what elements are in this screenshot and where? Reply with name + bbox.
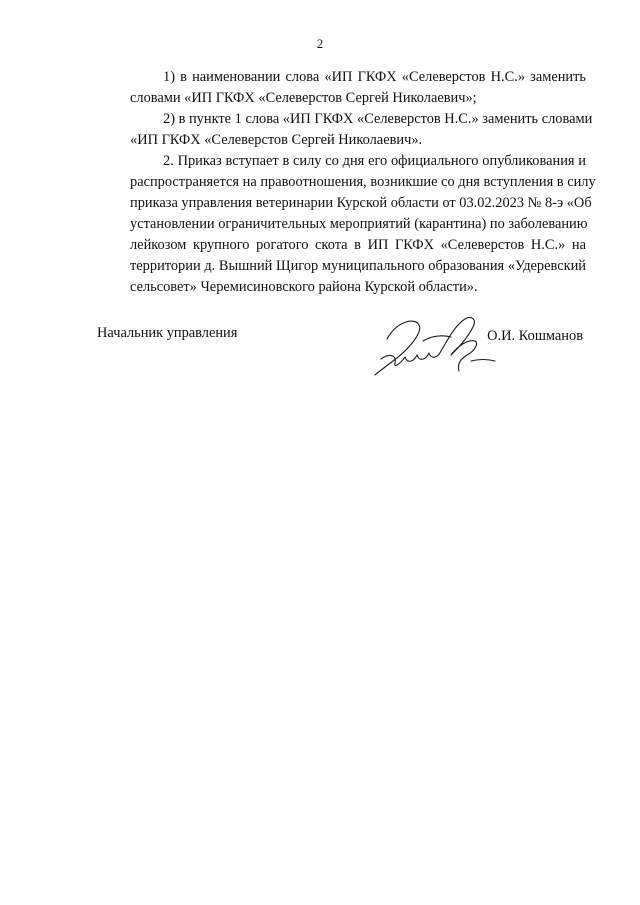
paragraph-line: территории д. Вышний Щигор муниципального образования «Удеревский xyxy=(130,258,586,274)
paragraph-line: лейкозом крупного рогатого скота в ИП ГКФХ «Селеверстов Н.С.» на xyxy=(130,237,586,253)
paragraph-line: 2) в пункте 1 слова «ИП ГКФХ «Селеверстов Н.С.» заменить словами xyxy=(163,111,593,127)
paragraph-line: 1) в наименовании слова «ИП ГКФХ «Селеверстов Н.С.» заменить xyxy=(163,69,586,85)
paragraph-line: сельсовет» Черемисиновского района Курской области». xyxy=(130,279,478,295)
paragraph-line: словами «ИП ГКФХ «Селеверстов Сергей Николаевич»; xyxy=(130,90,477,106)
paragraph-line: 2. Приказ вступает в силу со дня его официального опубликования и xyxy=(163,153,586,169)
document-body xyxy=(97,67,596,298)
paragraph-line: приказа управления ветеринарии Курской области от 03.02.2023 № 8-э «Об xyxy=(130,195,592,211)
paragraph-effective-date xyxy=(97,151,596,298)
signature-block xyxy=(97,325,586,385)
page-number: 2 xyxy=(316,36,324,51)
paragraph-line: распространяется на правоотношения, возникшие со дня вступления в силу xyxy=(130,174,596,190)
paragraph-line: «ИП ГКФХ «Селеверстов Сергей Николаевич». xyxy=(130,132,423,148)
signer-position: Начальник управления xyxy=(97,325,238,341)
signer-name: О.И. Кошманов xyxy=(487,328,583,344)
paragraph-line: установлении ограничительных мероприятий (карантина) по заболеванию xyxy=(130,216,588,232)
handwritten-signature xyxy=(367,311,507,379)
paragraph-item-1 xyxy=(97,67,586,109)
paragraph-item-2 xyxy=(97,109,593,151)
